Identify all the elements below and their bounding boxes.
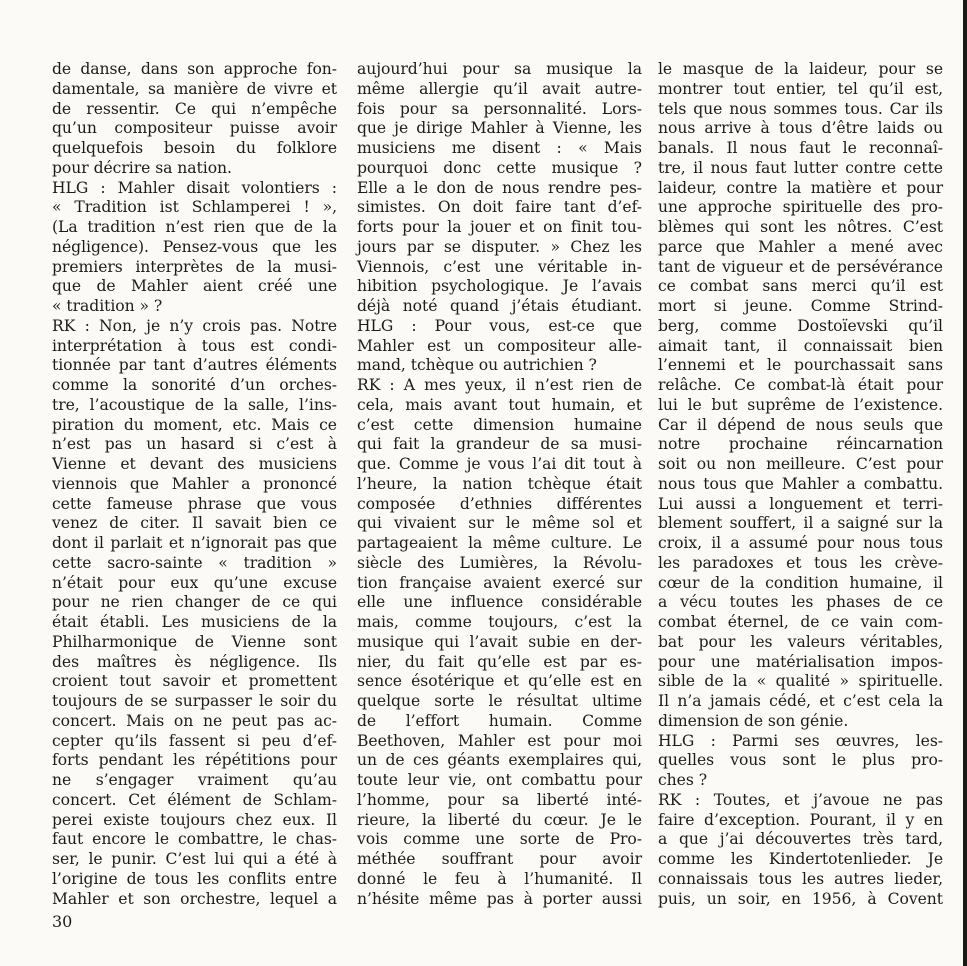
text-line: cepter qu’ils fassent si peu d’ef-	[52, 731, 337, 750]
text-line: interprétation à tous est condi-	[52, 336, 337, 355]
text-line: croient tout savoir et promettent	[52, 672, 337, 691]
text-line: nous arrive à tous d’être laids ou	[658, 119, 943, 138]
text-line: forts pendant les répétitions pour	[52, 751, 337, 770]
text-line: aujourd’hui pour sa musique la	[357, 60, 642, 78]
text-line: blèmes qui sont les nôtres. C’est	[658, 218, 943, 236]
text-line: lui le but suprême de l’existence.	[658, 395, 943, 414]
text-line: qui fait la grandeur de sa musi-	[357, 435, 642, 454]
text-line: rieure, la liberté du cœur. Je le	[357, 810, 642, 829]
text-line: viennois que Mahler a prononcé	[52, 474, 337, 493]
text-line: HLG : Mahler disait volontiers :	[52, 178, 337, 197]
text-line: quelquefois besoin du folklore	[52, 139, 337, 157]
text-line: piration du moment, etc. Mais ce	[52, 415, 337, 434]
text-line: Mahler et son orchestre, lequel a	[52, 889, 337, 908]
text-line: parce que Mahler a mené avec	[658, 237, 943, 256]
text-line: sible de la « qualité » spirituelle.	[658, 672, 943, 691]
text-line: faut encore le combattre, le chas-	[52, 830, 337, 849]
text-line: Mahler est un compositeur alle-	[357, 336, 642, 355]
text-line: siècle des Lumières, la Révolu-	[357, 553, 642, 572]
text-line: tre, l’acoustique de la salle, l’ins-	[52, 395, 337, 414]
text-line: connaissais tous les autres lieder,	[658, 869, 943, 888]
text-line: tionnée par tant d’autres éléments	[52, 356, 337, 375]
text-line: composée d’ethnies différentes	[357, 494, 642, 513]
text-line: HLG : Pour vous, est-ce que	[357, 316, 642, 335]
text-line: était établi. Les musiciens de la	[52, 613, 337, 631]
text-line: montrer tout entier, tel qu’il est,	[658, 79, 943, 98]
text-line: quelles vous sont le plus pro-	[658, 751, 943, 770]
text-line: de danse, dans son approche fon-	[52, 60, 337, 78]
text-line: pour ne rien changer de ce qui	[52, 593, 337, 612]
text-line: concert. Mais on ne peut pas ac-	[52, 711, 337, 730]
text-line: toujours de se surpasser le soir du	[52, 692, 337, 710]
text-line: pour une matérialisation impos-	[658, 652, 943, 671]
text-line: faire d’exception. Pourant, il y en	[658, 810, 943, 829]
text-line: qui vivaient sur le même sol et	[357, 514, 642, 533]
text-line: venez de citer. Il savait bien ce	[52, 514, 337, 533]
text-line: comme les Kindertotenlieder. Je	[658, 850, 943, 868]
text-line: berg, comme Dostoïevski qu’il	[658, 316, 943, 335]
text-line: ne s’engager vraiment qu’au	[52, 771, 337, 789]
text-line: perei existe toujours chez eux. Il	[52, 810, 337, 829]
text-line: déjà noté quand j’étais étudiant.	[357, 297, 642, 315]
text-line: c’est cette dimension humaine	[357, 415, 642, 434]
text-line: qu’un compositeur puisse avoir	[52, 119, 337, 138]
text-line: que. Comme je vous l’ai dit tout à	[357, 455, 642, 473]
text-line: dont il parlait et n’ignorait pas que	[52, 534, 337, 552]
text-line: tels que nous sommes tous. Car ils	[658, 99, 943, 118]
text-line: un de ces géants exemplaires qui,	[357, 751, 642, 770]
text-line: l’homme, pour sa liberté inté-	[357, 790, 642, 809]
text-line: cela, mais avant tout humain, et	[357, 395, 642, 414]
text-line: Il n’a jamais cédé, et c’est cela la	[658, 692, 943, 710]
text-line: hibition psychologique. Je l’avais	[357, 277, 642, 296]
text-line: Beethoven, Mahler est pour moi	[357, 731, 642, 750]
text-line: l’heure, la nation tchèque était	[357, 474, 642, 493]
text-line: banals. Il nous faut le reconnaî-	[658, 139, 943, 157]
text-line: partageaient la même culture. Le	[357, 534, 642, 552]
text-line: que je dirige Mahler à Vienne, les	[357, 119, 642, 138]
text-line: méthée souffrant pour avoir	[357, 850, 642, 868]
text-line: combat éternel, de ce vain com-	[658, 613, 943, 631]
text-line: elle une influence considérable	[357, 593, 642, 612]
text-line: cette fameuse phrase que vous	[52, 494, 337, 513]
text-line: bat pour les valeurs véritables,	[658, 632, 943, 651]
text-line: Vienne et devant des musiciens	[52, 455, 337, 473]
text-line: le masque de la laideur, pour se	[658, 60, 943, 78]
text-line: vois comme une sorte de Pro-	[357, 830, 642, 849]
text-line: dimension de son génie.	[658, 711, 849, 730]
text-line: mand, tchèque ou autrichien ?	[357, 356, 597, 375]
text-line: négligence). Pensez-vous que les	[52, 237, 337, 256]
text-line: une approche spirituelle des pro-	[658, 198, 943, 217]
text-line: aimait tant, il connaissait bien	[658, 336, 943, 355]
text-line: musique qui l’avait subie en der-	[357, 632, 642, 651]
text-line: les paradoxes et tous les crève-	[658, 553, 943, 572]
text-line: de ressentir. Ce qui n’empêche	[52, 99, 337, 118]
text-line: l’ennemi et le pourchassait sans	[658, 356, 943, 375]
text-line: toute leur vie, ont combattu pour	[357, 771, 642, 789]
text-line: forts pour la jouer et on finit tou-	[357, 218, 642, 236]
text-line: fois pour sa personnalité. Lors-	[357, 99, 642, 118]
text-line: sence ésotérique et qu’elle est en	[357, 672, 642, 691]
text-line: n’était pour eux qu’une excuse	[52, 573, 337, 592]
scan-edge	[963, 0, 967, 966]
text-line: a vécu toutes les phases de ce	[658, 593, 943, 612]
text-line: blement souffert, il a saigné sur la	[658, 514, 943, 533]
text-column-2	[357, 60, 642, 909]
text-line: concert. Cet élément de Schlam-	[52, 790, 337, 809]
text-line: Car il dépend de nous seuls que	[658, 415, 943, 434]
text-line: croix, il a assumé pour nous tous	[658, 534, 943, 552]
text-line: nous tous que Mahler a combattu.	[658, 474, 943, 493]
text-line: jours par se disputer. » Chez les	[357, 237, 642, 256]
text-line: laideur, contre la matière et pour	[658, 178, 943, 197]
text-line: mort si jeune. Comme Strind-	[658, 297, 943, 315]
text-line: Lui aussi a longuement et terri-	[658, 494, 943, 513]
text-line: tre, il nous faut lutter contre cette	[658, 158, 943, 177]
text-line: tion française avaient exercé sur	[357, 573, 642, 592]
text-line: soit ou non meilleure. C’est pour	[658, 455, 943, 473]
text-line: donné le feu à l’humanité. Il	[357, 869, 642, 888]
text-line: mais, comme toujours, c’est la	[357, 613, 642, 631]
text-line: HLG : Parmi ses œuvres, les-	[658, 731, 943, 750]
text-column-3	[658, 60, 943, 909]
text-line: cette sacro-sainte « tradition »	[52, 553, 337, 572]
text-line: notre prochaine réincarnation	[658, 435, 943, 454]
text-line: musiciens me disent : « Mais	[357, 139, 642, 157]
text-line: tant de vigueur et de persévérance	[658, 257, 943, 276]
text-line: damentale, sa manière de vivre et	[52, 79, 337, 98]
text-line: quelque sorte le résultat ultime	[357, 692, 642, 710]
text-line: premiers interprètes de la musi-	[52, 257, 337, 276]
text-line: relâche. Ce combat-là était pour	[658, 376, 943, 394]
text-line: RK : Non, je n’y crois pas. Notre	[52, 316, 337, 335]
text-line: simistes. On doit faire tant d’ef-	[357, 198, 642, 217]
text-line: « Tradition ist Schlamperei ! »,	[52, 198, 337, 217]
text-line: comme la sonorité d’un orches-	[52, 376, 337, 394]
text-line: Philharmonique de Vienne sont	[52, 632, 337, 651]
text-line: Viennois, c’est une véritable in-	[357, 257, 642, 276]
text-line: l’origine de tous les conflits entre	[52, 869, 337, 888]
text-line: nier, du fait qu’elle est par es-	[357, 652, 642, 671]
text-line: n’hésite même pas à porter aussi	[357, 889, 642, 908]
text-line: « tradition » ?	[52, 297, 163, 315]
text-line: ser, le punir. C’est lui qui a été à	[52, 850, 337, 868]
text-line: ce combat sans merci qu’il est	[658, 277, 943, 296]
text-line: que de Mahler aient créé une	[52, 277, 337, 296]
text-line: a que j’ai découvertes très tard,	[658, 830, 943, 849]
text-line: n’est pas un hasard si c’est à	[52, 435, 337, 454]
text-column-1	[52, 60, 337, 909]
text-line: pourquoi donc cette musique ?	[357, 158, 642, 177]
text-line: cœur de la condition humaine, il	[658, 573, 943, 592]
text-line: de l’effort humain. Comme	[357, 711, 642, 730]
text-line: (La tradition n’est rien que de la	[52, 218, 337, 236]
text-line: ches ?	[658, 771, 708, 789]
text-line: pour décrire sa nation.	[52, 158, 232, 177]
text-line: même allergie qu’il avait autre-	[357, 79, 642, 98]
text-line: RK : A mes yeux, il n’est rien de	[357, 376, 642, 394]
page-number: 30	[52, 912, 73, 931]
text-line: puis, un soir, en 1956, à Covent	[658, 889, 943, 908]
text-line: RK : Toutes, et j’avoue ne pas	[658, 790, 943, 809]
text-line: Elle a le don de nous rendre pes-	[357, 178, 642, 197]
text-line: des maîtres ès négligence. Ils	[52, 652, 337, 671]
